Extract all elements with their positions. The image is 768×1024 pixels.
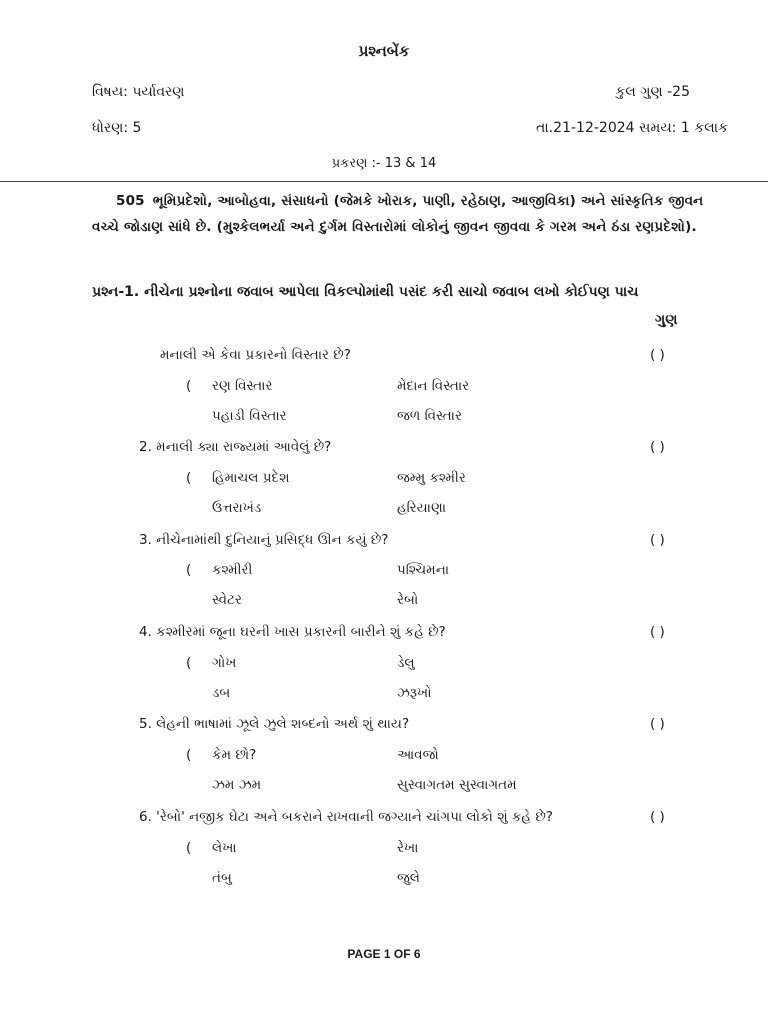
question-text: 2. મનાલી ક્યા રાજ્યમાં આવેલું છે? — [139, 439, 332, 455]
answer-bracket: ( ) — [650, 716, 665, 732]
option: જમ્મુ કશ્મીર — [397, 470, 466, 486]
marks-label: ગુણ — [655, 312, 678, 328]
option-prefix: ( — [186, 562, 192, 578]
option: સુસ્વાગતમ સુસ્વાગતમ — [397, 777, 517, 793]
option: જળ વિસ્તાર — [397, 408, 462, 424]
option: મેદાન વિસ્તાર — [397, 378, 470, 394]
option: હરિયાણા — [397, 500, 447, 516]
question-text: 3. નીચેનામાંથી દુનિયાનું પ્રસિદ્ધ ઊન કયું છે? — [139, 532, 389, 548]
option: ડબ — [212, 685, 231, 701]
answer-bracket: ( ) — [650, 347, 665, 363]
option: સ્વેટર — [212, 592, 242, 608]
learning-outcome — [92, 188, 706, 240]
option-prefix: ( — [186, 840, 192, 856]
option: ઝરૂખો — [397, 685, 432, 701]
option-prefix: ( — [186, 655, 192, 671]
option: ગોખ — [212, 655, 237, 671]
subject-label: વિષય: પર્યાવરણ — [92, 84, 185, 100]
question-text: 5. લેહની ભાષામાં ઝૂલે ઝુલે શબ્દનો અર્થ શું થાય? — [139, 716, 410, 732]
option: ડેલુ — [397, 655, 415, 671]
option: ઝમ ઝમ — [212, 777, 262, 793]
option: જુલે — [397, 870, 420, 886]
answer-bracket: ( ) — [650, 809, 665, 825]
option: આવજો — [397, 747, 439, 763]
date-time-label: તા.21-12-2024 સમય: 1 કલાક — [536, 120, 728, 136]
option: કશ્મીરી — [212, 562, 253, 578]
option: પહાડી વિસ્તાર — [212, 408, 287, 424]
answer-bracket: ( ) — [650, 624, 665, 640]
chapter-label: પ્રકરણ :- 13 & 14 — [331, 156, 437, 171]
question-text: 6. 'રેબો' નજીક ઘેટા અને બકરાને રાખવાની જગ્યાને ચાંગપા લોકો શું કહે છે? — [139, 809, 553, 825]
standard-label: ધોરણ: 5 — [92, 120, 142, 136]
page-number: PAGE 1 OF 6 — [347, 947, 421, 961]
option: કેમ છો? — [212, 747, 257, 763]
page-title: પ્રશ્નબેંક — [358, 42, 410, 60]
header-divider — [0, 181, 768, 182]
option: તંબુ — [212, 870, 232, 886]
option-prefix: ( — [186, 747, 192, 763]
section-heading: પ્રશ્ન-1. નીચેના પ્રશ્નોના જવાબ આપેલા વિકલ્પોમાંથી પસંદ કરી સાચો જવાબ લખો કોઈપણ પાચ — [92, 284, 639, 300]
option: રેબો — [397, 592, 419, 608]
question-text: મનાલી એ કેવા પ્રકારનો વિસ્તાર છે? — [160, 347, 351, 363]
option: લેખા — [212, 840, 237, 856]
answer-bracket: ( ) — [650, 532, 665, 548]
question-text: 4. કશ્મીરમાં જૂના ઘરની ખાસ પ્રકારની બારીને શું કહે છે? — [139, 624, 446, 640]
option-prefix: ( — [186, 470, 192, 486]
option: હિમાચલ પ્રદેશ — [212, 470, 290, 486]
option-prefix: ( — [186, 378, 192, 394]
outcome-code: 505 — [116, 193, 145, 209]
option: ઉત્તરાખંડ — [212, 500, 262, 516]
outcome-text: ભૂમિપ્રદેશો, આબોહવા, સંસાધનો (જેમકે ખોરાક, પાણી, રહેઠાણ, આજીવિકા) અને સાંસ્કૃતિક જીવન વચ્ચે જોડાણ સાંધે છે. (મુશ્કેલભર્યા અને દુર્ગમ વિસ્તારોમાં લોકોનું જીવન જીવવા કે ગરમ અને ઠંડા રણપ્રદેશો). — [92, 193, 704, 235]
answer-bracket: ( ) — [650, 439, 665, 455]
option: રેખા — [397, 840, 419, 856]
option: પશ્ચિમના — [397, 562, 450, 578]
total-marks-label: કુલ ગુણ -25 — [615, 84, 690, 100]
option: રણ વિસ્તાર — [212, 378, 273, 394]
